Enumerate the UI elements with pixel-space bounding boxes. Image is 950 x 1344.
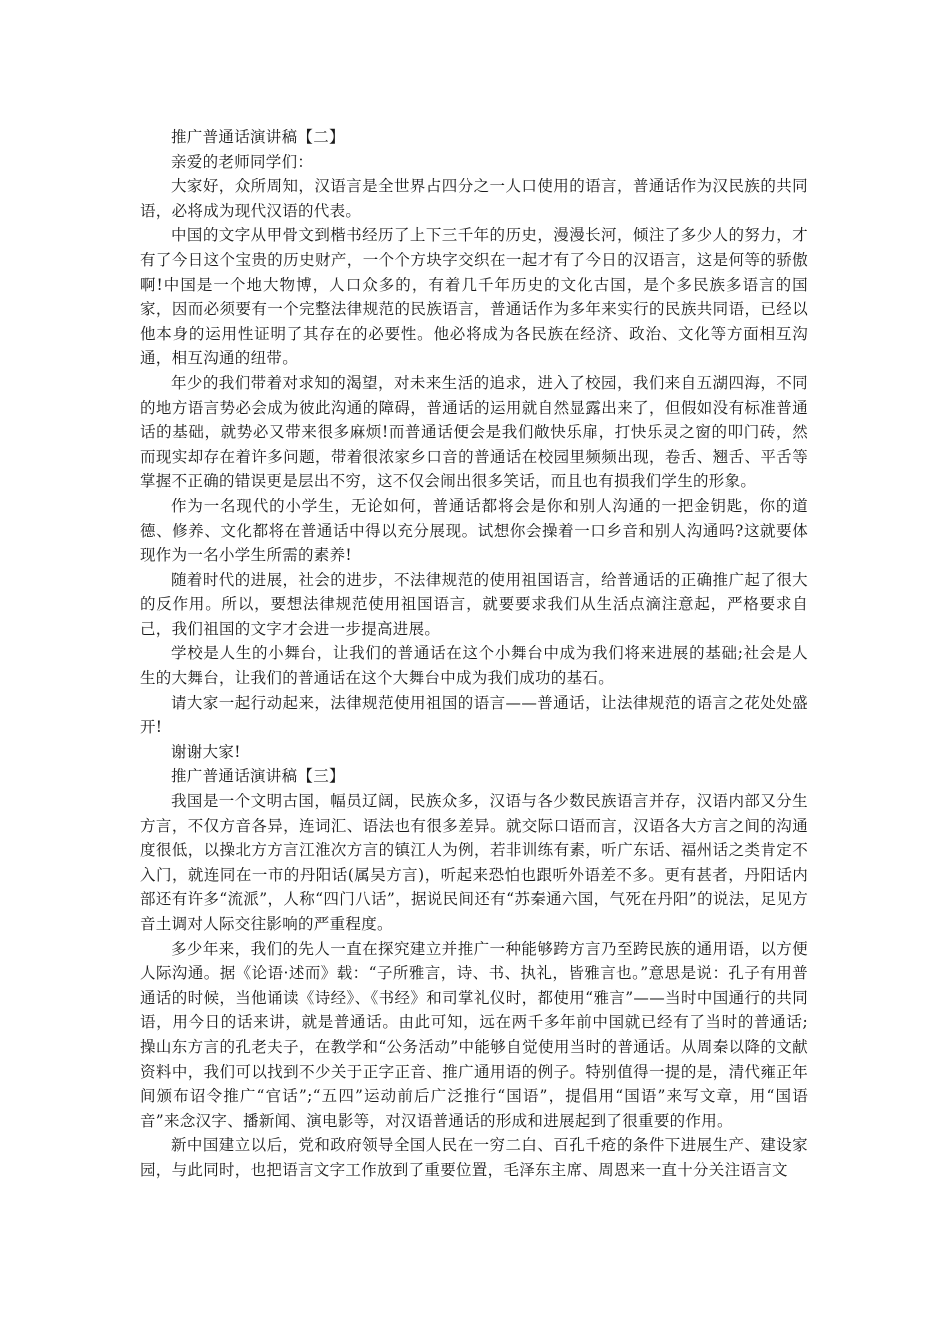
- paragraph: 多少年来，我们的先人一直在探究建立并推广一种能够跨方言乃至跨民族的通用语，以方便人际沟通。据《论语·述而》载：“子所雅言，诗、书、执礼，皆雅言也。”意思是说：孔子有用普通话的时候，当他诵读《诗经》、《书经》和司掌礼仪时，都使用“雅言”——当时中国通行的共同语，用今日的话来讲，就是普通话。由此可知，远在两千多年前中国就已经有了当时的普通话;操山东方言的孔老夫子，在教学和“公务活动”中能够自觉使用当时的普通话。从周秦以降的文献资料中，我们可以找到不少关于正字正音、推广通用语的例子。特别值得一提的是，清代雍正年间颁布诏令推广“官话”;“五四”运动前后广泛推行“国语”，提倡用“国语”来写文章，用“国语音”来念汉字、播新闻、演电影等，对汉语普通话的形成和进展起到了很重要的作用。: [140, 939, 808, 1130]
- paragraph: 作为一名现代的小学生，无论如何，普通话都将会是你和别人沟通的一把金钥匙，你的道德、修养、文化都将在普通话中得以充分展现。试想你会操着一口乡音和别人沟通吗?这就要体现作为一名小学生所需的素养!: [140, 496, 808, 565]
- salutation: 亲爱的老师同学们：: [171, 152, 314, 171]
- section-heading-2: 推广普通话演讲稿【二】: [171, 128, 345, 146]
- closing-thanks: 谢谢大家!: [171, 742, 241, 761]
- section-heading-3: 推广普通话演讲稿【三】: [171, 767, 345, 786]
- paragraph: 请大家一起行动起来，法律规范使用祖国的语言——普通话，让法律规范的语言之花处处盛开!: [140, 693, 808, 737]
- paragraph: 中国的文字从甲骨文到楷书经历了上下三千年的历史，漫漫长河，倾注了多少人的努力，才有了今日这个宝贵的历史财产，一个个方块字交织在一起才有了今日的汉语言，这是何等的骄傲啊!中国是一个地大物博，人口众多的，有着几千年历史的文化古国，是个多民族多语言的国家，因而必须要有一个完整法律规范的民族语言，普通话作为多年来实行的民族共同语，已经以他本身的运用性证明了其存在的必要性。他必将成为各民族在经济、政治、文化等方面相互沟通，相互沟通的纽带。: [140, 226, 808, 368]
- paragraph: 年少的我们带着对求知的渴望，对未来生活的追求，进入了校园，我们来自五湖四海，不同的地方语言势必会成为彼此沟通的障碍，普通话的运用就自然显露出来了，但假如没有标准普通话的基础，就势必又带来很多麻烦!而普通话便会是我们敞快乐扉，打快乐灵之窗的叩门砖，然而现实却存在着许多问题，带着很浓家乡口音的普通话在校园里频频出现，卷舌、翘舌、平舌等掌握不正确的错误更是层出不穷，这不仅会闹出很多笑话，而且也有损我们学生的形象。: [140, 373, 808, 491]
- paragraph: 新中国建立以后，党和政府领导全国人民在一穷二白、百孔千疮的条件下进展生产、建设家园，与此同时，也把语言文字工作放到了重要位置，毛泽东主席、周恩来一直十分关注语言文: [140, 1136, 808, 1179]
- paragraph: 我国是一个文明古国，幅员辽阔，民族众多，汉语与各少数民族语言并存，汉语内部又分生方言，不仅方音各异，连词汇、语法也有很多差异。就交际口语而言，汉语各大方言之间的沟通度很低，以操北方方言江淮次方言的镇江人为例，若非训练有素，听广东话、福州话之类肯定不入门，就连同在一市的丹阳话(属吴方言)，听起来恐怕也跟听外语差不多。更有甚者，丹阳话内部还有许多“流派”，人称“四门八话”，据说民间还有“苏秦通六国，气死在丹阳”的说法，足见方音土调对人际交往影响的严重程度。: [140, 792, 808, 933]
- paragraph: 随着时代的进展，社会的进步，不法律规范的使用祖国语言，给普通话的正确推广起了很大的反作用。所以，要想法律规范使用祖国语言，就要要求我们从生活点滴注意起，严格要求自己，我们祖国的文字才会进一步提高进展。: [140, 570, 808, 638]
- paragraph: 大家好，众所周知，汉语言是全世界占四分之一人口使用的语言，普通话作为汉民族的共同语，必将成为现代汉语的代表。: [140, 177, 808, 220]
- paragraph: 学校是人生的小舞台，让我们的普通话在这个小舞台中成为我们将来进展的基础;社会是人生的大舞台，让我们的普通话在这个大舞台中成为我们成功的基石。: [140, 644, 808, 688]
- document-body: [140, 125, 808, 1183]
